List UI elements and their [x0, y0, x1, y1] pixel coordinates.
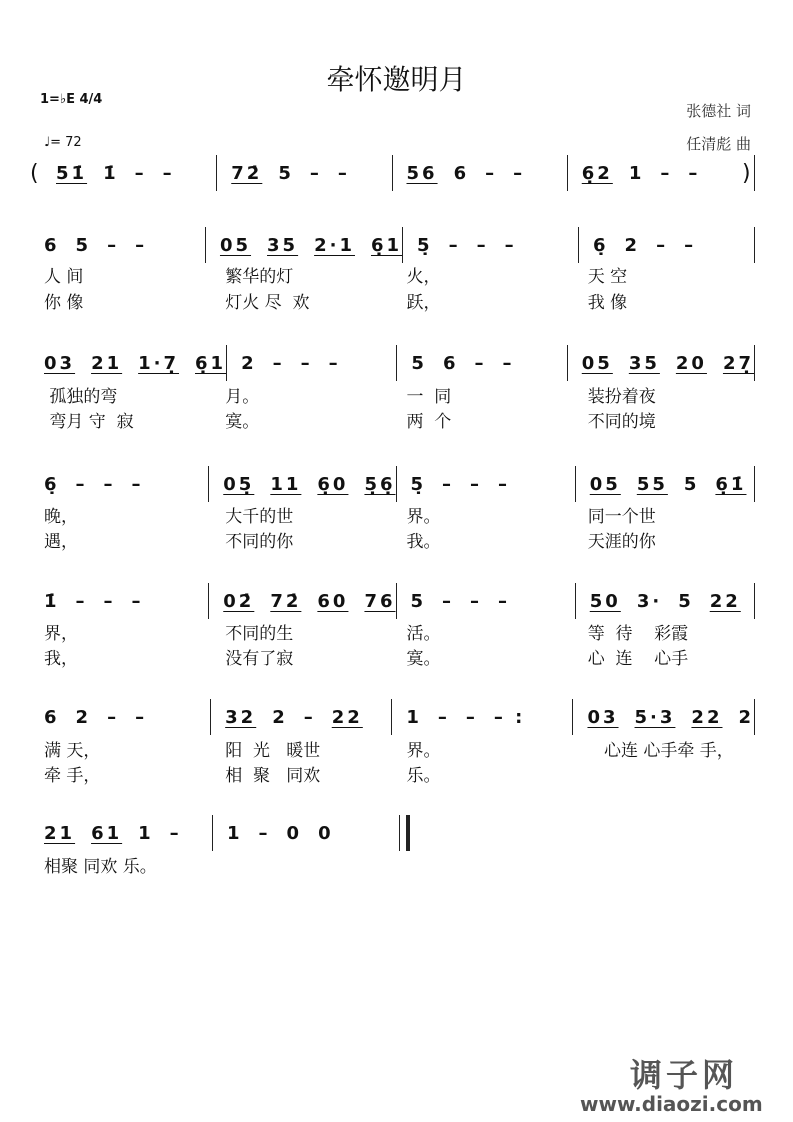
- note-group: 6̣: [44, 473, 60, 495]
- note-group: 1: [406, 706, 422, 728]
- note-group: 5: [678, 590, 694, 612]
- measure: [208, 466, 395, 502]
- note-group: –: [465, 706, 478, 728]
- note-group: 50: [589, 590, 621, 612]
- note-group: 22: [331, 706, 363, 728]
- measure: [30, 699, 210, 735]
- lyric-text: 大千的世: [225, 507, 294, 527]
- lyric-text: 相聚 同欢 乐。: [44, 857, 157, 877]
- barline: [754, 227, 755, 263]
- lyric-text: 天涯的你: [587, 532, 656, 552]
- note-group: 05̣: [223, 473, 255, 495]
- note-group: –: [309, 162, 322, 184]
- note-group: 5̣: [410, 473, 427, 495]
- note-group: 02̇: [223, 590, 255, 612]
- note-group: –: [476, 234, 489, 256]
- measure: [30, 466, 208, 502]
- barline: [754, 699, 755, 735]
- note-group: –: [272, 352, 285, 374]
- staff-row: [30, 155, 755, 191]
- note-group: 2·1: [314, 234, 355, 256]
- lyric-text: 活。: [406, 624, 441, 644]
- measure: [205, 227, 402, 263]
- note-group: –: [131, 473, 144, 495]
- measure: [575, 583, 754, 619]
- note-group: 5·3: [634, 706, 676, 728]
- lyric-text: [574, 761, 755, 786]
- lyric-text: 火，: [406, 267, 441, 287]
- note-group: 2: [624, 234, 641, 256]
- note-group: –: [75, 590, 88, 612]
- lyric-line: [30, 288, 755, 313]
- barline: [754, 466, 755, 502]
- note-group: –: [442, 590, 455, 612]
- lyric-line: [30, 736, 755, 761]
- note-group: 05: [581, 352, 613, 374]
- measure: [30, 815, 212, 851]
- note-group: –: [75, 473, 88, 495]
- measure: [212, 815, 395, 851]
- note-group: –: [103, 473, 116, 495]
- lyric-text: 我 像: [587, 293, 628, 313]
- measure: [42, 155, 216, 191]
- measure: [572, 699, 754, 735]
- note-group: –: [470, 473, 483, 495]
- note-group: 5: [683, 473, 700, 495]
- note-group: –: [485, 162, 498, 184]
- note-group: 20: [675, 352, 707, 374]
- lyric-text: 人 间: [44, 267, 84, 287]
- lyric-text: 心连 心手牵 手，: [587, 741, 734, 761]
- lyric-text: 月。: [225, 387, 260, 407]
- measure: [30, 227, 205, 263]
- watermark-logo: 调子网: [630, 1056, 739, 1094]
- note-group: –: [504, 234, 517, 256]
- lyric-line: [30, 407, 755, 432]
- measure: [210, 699, 391, 735]
- measure: [567, 345, 754, 381]
- measure: [208, 583, 395, 619]
- note-group: 35: [267, 234, 299, 256]
- lyric-line: [30, 527, 755, 552]
- note-group: – :: [493, 706, 526, 728]
- lyricist-credit: 张德社 词: [686, 102, 751, 120]
- note-group: 6̣0: [317, 473, 349, 495]
- note-group: –: [107, 706, 120, 728]
- lyric-text: 界。: [406, 741, 441, 761]
- note-group: 22: [691, 706, 723, 728]
- note-group: –: [162, 162, 175, 184]
- note-group: 22: [709, 590, 741, 612]
- lyric-text: 没有了寂: [225, 649, 294, 669]
- note-group: 72̇: [231, 162, 263, 184]
- measure: [30, 345, 226, 381]
- note-group: –: [502, 352, 515, 374]
- repeat-paren: (: [30, 160, 39, 186]
- note-group: 6: [442, 352, 459, 374]
- note-group: 3·: [636, 590, 663, 612]
- lyric-text: 我。: [406, 532, 441, 552]
- note-group: 5̣: [417, 234, 433, 256]
- note-group: 11: [270, 473, 302, 495]
- note-group: 1̇: [44, 590, 60, 612]
- note-group: 0: [286, 822, 303, 844]
- measure: [575, 466, 754, 502]
- note-group: –: [688, 162, 701, 184]
- note-group: –: [498, 590, 511, 612]
- note-group: 21: [91, 352, 123, 374]
- lyric-line: [30, 619, 755, 644]
- note-group: –: [107, 234, 120, 256]
- measure: [396, 466, 575, 502]
- lyric-text: 相 聚 同欢: [225, 766, 321, 786]
- song-title: 牵怀邀明月: [326, 63, 467, 96]
- lyric-text: 不同的生: [225, 624, 294, 644]
- note-group: 61: [91, 822, 123, 844]
- note-group: –: [134, 162, 147, 184]
- note-group: 1·7̣: [138, 352, 180, 374]
- lyric-text: 等 待 彩霞: [587, 624, 689, 644]
- lyric-text: 天 空: [587, 267, 628, 287]
- note-group: –: [684, 234, 697, 256]
- note-group: –: [328, 352, 341, 374]
- note-group: 6: [453, 162, 470, 184]
- final-barline: [399, 815, 410, 851]
- lyric-text: 满 天，: [44, 741, 101, 761]
- lyric-text: 乐。: [406, 766, 441, 786]
- note-group: –: [660, 162, 673, 184]
- measure: [226, 345, 396, 381]
- note-group: 2: [241, 352, 257, 374]
- barline: [754, 155, 755, 191]
- staff-row: [30, 227, 755, 263]
- measure: [391, 699, 572, 735]
- note-group: 5: [278, 162, 294, 184]
- lyric-text: 阳 光 暖世: [225, 741, 321, 761]
- lyric-text: 牵 手，: [44, 766, 101, 786]
- note-group: 1: [628, 162, 645, 184]
- note-group: 27̣: [722, 352, 755, 374]
- lyric-text: 你 像: [44, 293, 84, 313]
- measure: [396, 345, 566, 381]
- lyric-text: 灯火 尽 欢: [225, 293, 310, 313]
- lyric-text: 心 连 心手: [587, 649, 689, 669]
- note-group: –: [442, 473, 455, 495]
- note-group: 5: [75, 234, 92, 256]
- lyric-text: 我，: [44, 649, 78, 669]
- staff-row: [30, 466, 755, 502]
- note-group: –: [337, 162, 350, 184]
- note-group: –: [474, 352, 487, 374]
- lyric-text: 孤独的弯: [44, 387, 118, 407]
- staff-row: [30, 815, 410, 851]
- note-group: –: [498, 473, 511, 495]
- lyric-line: [30, 644, 755, 669]
- lyric-text: 一 同: [406, 387, 452, 407]
- barline: [754, 345, 755, 381]
- measure: [30, 583, 208, 619]
- measure: [396, 583, 575, 619]
- measure: [402, 227, 578, 263]
- note-group: –: [131, 590, 144, 612]
- note-group: 03: [44, 352, 76, 374]
- note-group: 5: [411, 352, 427, 374]
- note-group: 6̣1: [195, 352, 227, 374]
- lyric-line: [30, 761, 755, 786]
- note-group: –: [656, 234, 669, 256]
- note-group: 55: [636, 473, 668, 495]
- lyric-text: 跃，: [406, 293, 441, 313]
- note-group: 2: [738, 706, 755, 728]
- watermark-url: www.diaozi.com: [580, 1092, 763, 1116]
- note-group: 2: [75, 706, 92, 728]
- lyric-text: 界。: [406, 507, 441, 527]
- note-group: 60: [317, 590, 349, 612]
- lyric-text: 不同的你: [225, 532, 294, 552]
- note-group: –: [437, 706, 450, 728]
- note-group: 6̣1: [370, 234, 403, 256]
- composer-credit: 任清彪 曲: [686, 135, 751, 153]
- note-group: 6̣: [593, 234, 609, 256]
- staff-row: [30, 699, 755, 735]
- note-group: 56: [406, 162, 438, 184]
- note-group: 6: [44, 234, 60, 256]
- note-group: 2: [272, 706, 288, 728]
- note-group: –: [303, 706, 316, 728]
- note-group: –: [513, 162, 526, 184]
- lyric-text: 界，: [44, 624, 78, 644]
- note-group: –: [470, 590, 483, 612]
- note-group: 5: [410, 590, 427, 612]
- staff-row: [30, 345, 755, 381]
- note-group: 6̣1̇: [715, 473, 747, 495]
- note-group: 21: [44, 822, 76, 844]
- lyric-line: [30, 502, 755, 527]
- note-group: 6̣2: [581, 162, 613, 184]
- lyric-text: 装扮着夜: [587, 387, 656, 407]
- tempo-marking: ♩= 72: [44, 135, 82, 150]
- note-group: 51̇: [56, 162, 88, 184]
- note-group: 0: [318, 822, 334, 844]
- note-group: 32: [225, 706, 257, 728]
- lyric-text: 同一个世: [587, 507, 656, 527]
- note-group: –: [448, 234, 461, 256]
- lyric-text: 繁华的灯: [225, 267, 294, 287]
- note-group: –: [103, 590, 116, 612]
- measure: [392, 155, 567, 191]
- note-group: 1̇: [103, 162, 119, 184]
- lyric-line: [30, 262, 755, 287]
- note-group: –: [258, 822, 271, 844]
- lyric-text: 两 个: [406, 412, 452, 432]
- key-signature: 1=♭E 4/4: [40, 92, 103, 107]
- note-group: 05: [589, 473, 621, 495]
- note-group: 05: [219, 234, 252, 256]
- lyric-text: 弯月 守 寂: [44, 412, 134, 432]
- measure: [578, 227, 754, 263]
- lyric-line: [30, 382, 755, 407]
- note-group: 72̇: [270, 590, 302, 612]
- note-group: 03: [587, 706, 619, 728]
- repeat-paren: ): [742, 160, 751, 186]
- lyric-text: 遇，: [44, 532, 78, 552]
- measure: [567, 155, 742, 191]
- note-group: –: [169, 822, 182, 844]
- lyric-text: 不同的境: [587, 412, 656, 432]
- lyric-text: [220, 852, 410, 877]
- lyric-text: 寞。: [225, 412, 260, 432]
- lyric-text: 寞。: [406, 649, 441, 669]
- note-group: 1: [138, 822, 154, 844]
- measure: [216, 155, 391, 191]
- note-group: 35: [628, 352, 660, 374]
- lyric-text: 晚，: [44, 507, 78, 527]
- note-group: –: [135, 234, 148, 256]
- lyric-line: [30, 852, 410, 877]
- staff-row: [30, 583, 755, 619]
- note-group: –: [300, 352, 313, 374]
- note-group: 5̣6̣: [364, 473, 396, 495]
- note-group: 6: [44, 706, 60, 728]
- note-group: 1: [227, 822, 243, 844]
- note-group: –: [135, 706, 148, 728]
- note-group: 76: [364, 590, 396, 612]
- barline: [754, 583, 755, 619]
